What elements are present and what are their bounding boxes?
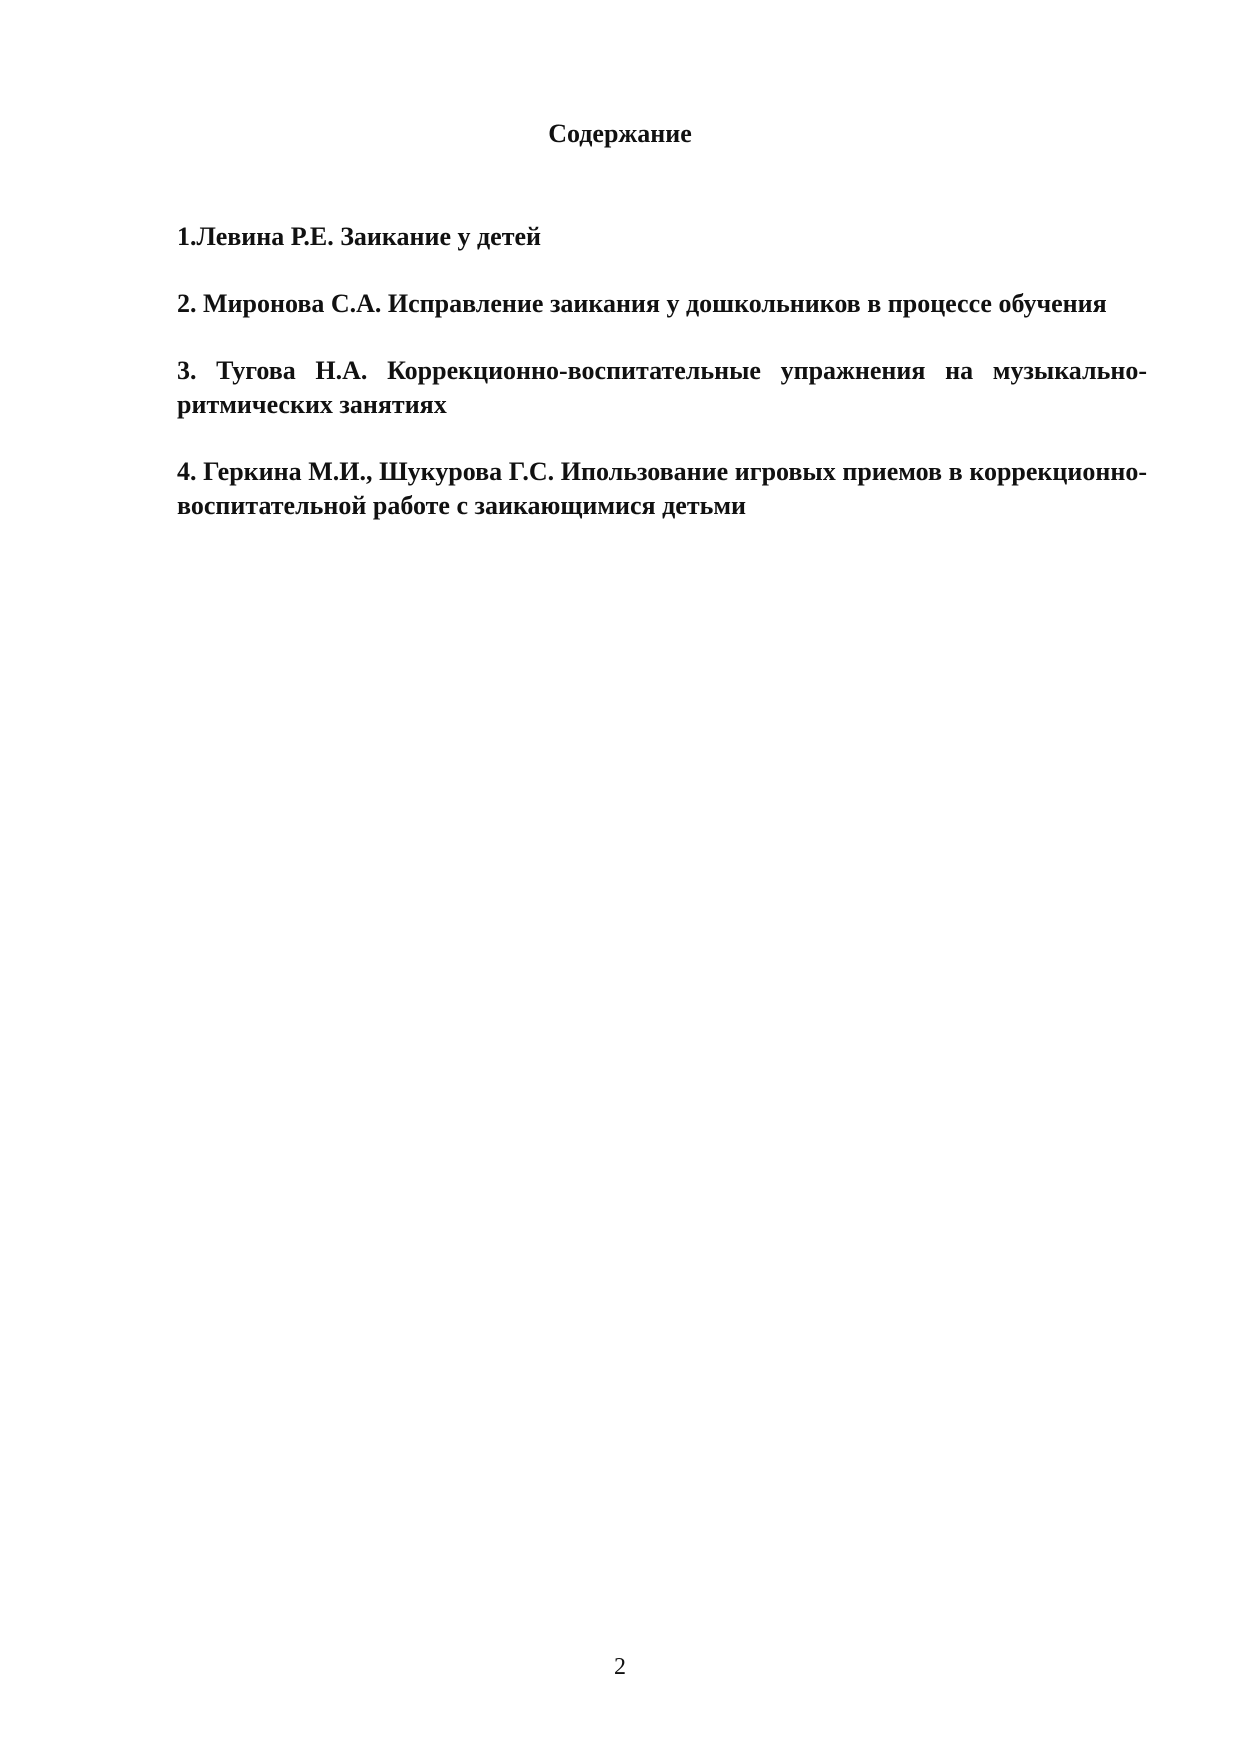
page-number: 2	[614, 1654, 626, 1680]
toc-entry-4: 4. Геркина М.И., Шукурова Г.С. Ипользование игровых приемов в коррекционно-воспитательной работе с заикающимися детьми	[177, 457, 1147, 520]
toc-entry-3: 3. Тугова Н.А. Коррекционно-воспитательные упражнения на музыкально-ритмических занятиях	[177, 356, 1147, 419]
table-of-contents	[177, 220, 1147, 556]
page-title: Содержание	[548, 119, 692, 148]
toc-entry-1: 1.Левина Р.Е. Заикание у детей	[177, 222, 541, 251]
toc-entry-2: 2. Миронова С.А. Исправление заикания у дошкольников в процессе обучения	[177, 289, 1107, 318]
